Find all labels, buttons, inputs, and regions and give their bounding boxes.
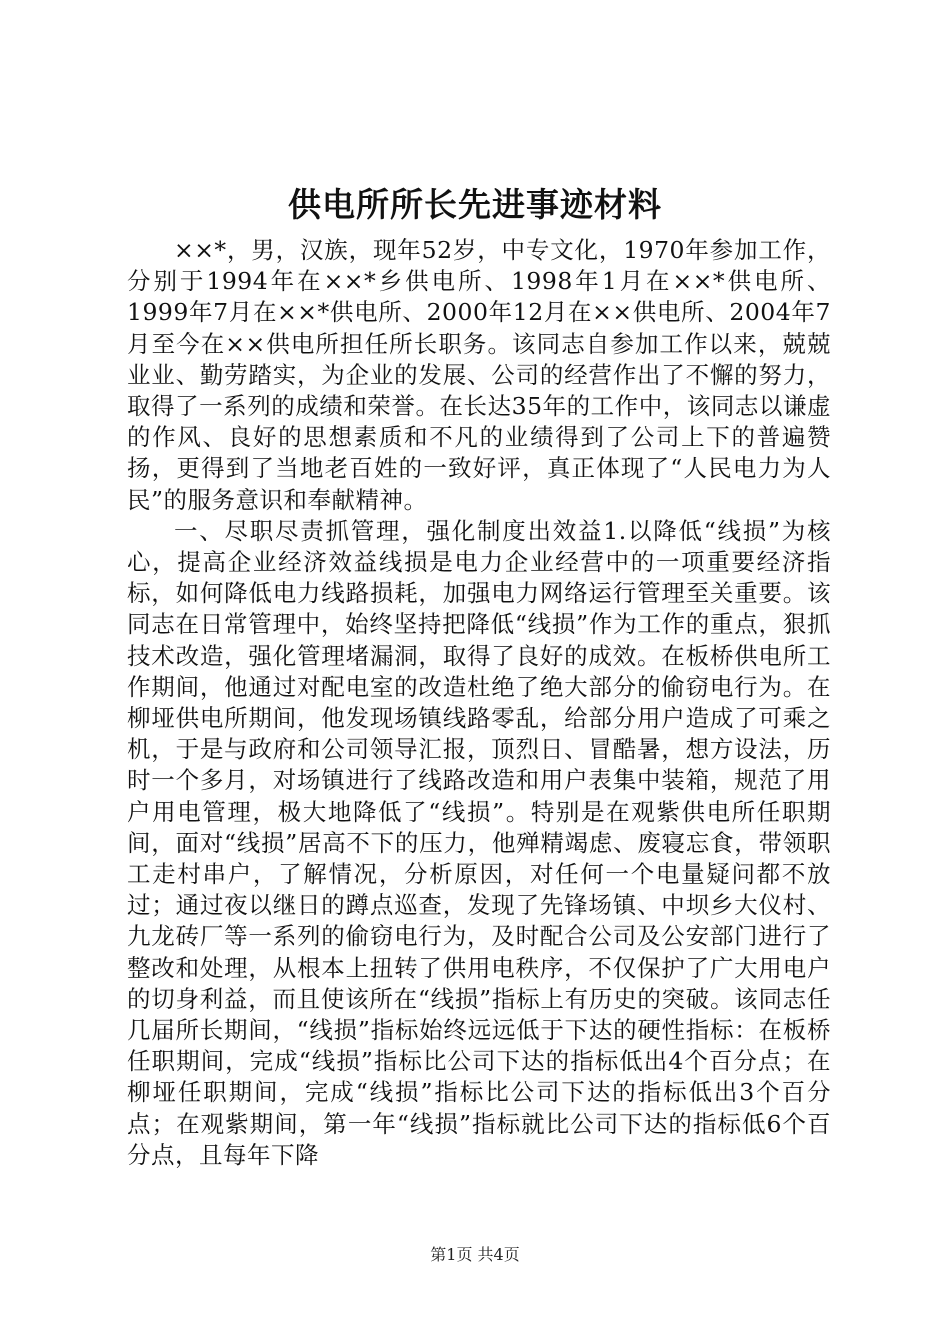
document-body [127, 235, 831, 1171]
paragraph-intro: ××*，男，汉族，现年52岁，中专文化，1970年参加工作，分别于1994年在××*乡供电所、1998年1月在××*供电所、1999年7月在××*供电所、2000年12月在××供电所、2004年7月至今在××供电所担任所长职务。该同志自参加工作以来，兢兢业业、勤劳踏实，为企业的发展、公司的经营作出了不懈的努力，取得了一系列的成绩和荣誉。在长达35年的工作中，该同志以谦虚的作风、良好的思想素质和不凡的业绩得到了公司上下的普遍赞扬，更得到了当地老百姓的一致好评，真正体现了“人民电力为人民”的服务意识和奉献精神。 [127, 236, 831, 514]
document-title: 供电所所长先进事迹材料 [288, 185, 662, 224]
page-number-footer: 第1页 共4页 [430, 1245, 520, 1264]
paragraph-section-one: 一、尽职尽责抓管理，强化制度出效益1.以降低“线损”为核心，提高企业经济效益线损是电力企业经营中的一项重要经济指标，如何降低电力线路损耗，加强电力网络运行管理至关重要。该同志在日常管理中，始终坚持把降低“线损”作为工作的重点，狠抓技术改造，强化管理堵漏洞，取得了良好的成效。在板桥供电所工作期间，他通过对配电室的改造杜绝了绝大部分的偷窃电行为。在柳垭供电所期间，他发现场镇线路零乱，给部分用户造成了可乘之机，于是与政府和公司领导汇报，顶烈日、冒酷暑，想方设法，历时一个多月，对场镇进行了线路改造和用户表集中装箱，规范了用户用电管理，极大地降低了“线损”。特别是在观紫供电所任职期间，面对“线损”居高不下的压力，他殚精竭虑、废寝忘食，带领职工走村串户，了解情况，分析原因，对任何一个电量疑问都不放过；通过夜以继日的蹲点巡查，发现了先锋场镇、中坝乡大仪村、九龙砖厂等一系列的偷窃电行为，及时配合公司及公安部门进行了整改和处理，从根本上扭转了供用电秩序，不仅保护了广大用电户的切身利益，而且使该所在“线损”指标上有历史的突破。该同志任几届所长期间，“线损”指标始终远远低于下达的硬性指标：在板桥任职期间，完成“线损”指标比公司下达的指标低出4个百分点；在柳垭任职期间，完成“线损”指标比公司下达的指标低出3个百分点；在观紫期间，第一年“线损”指标就比公司下达的指标低6个百分点，且每年下降 [127, 516, 831, 1169]
